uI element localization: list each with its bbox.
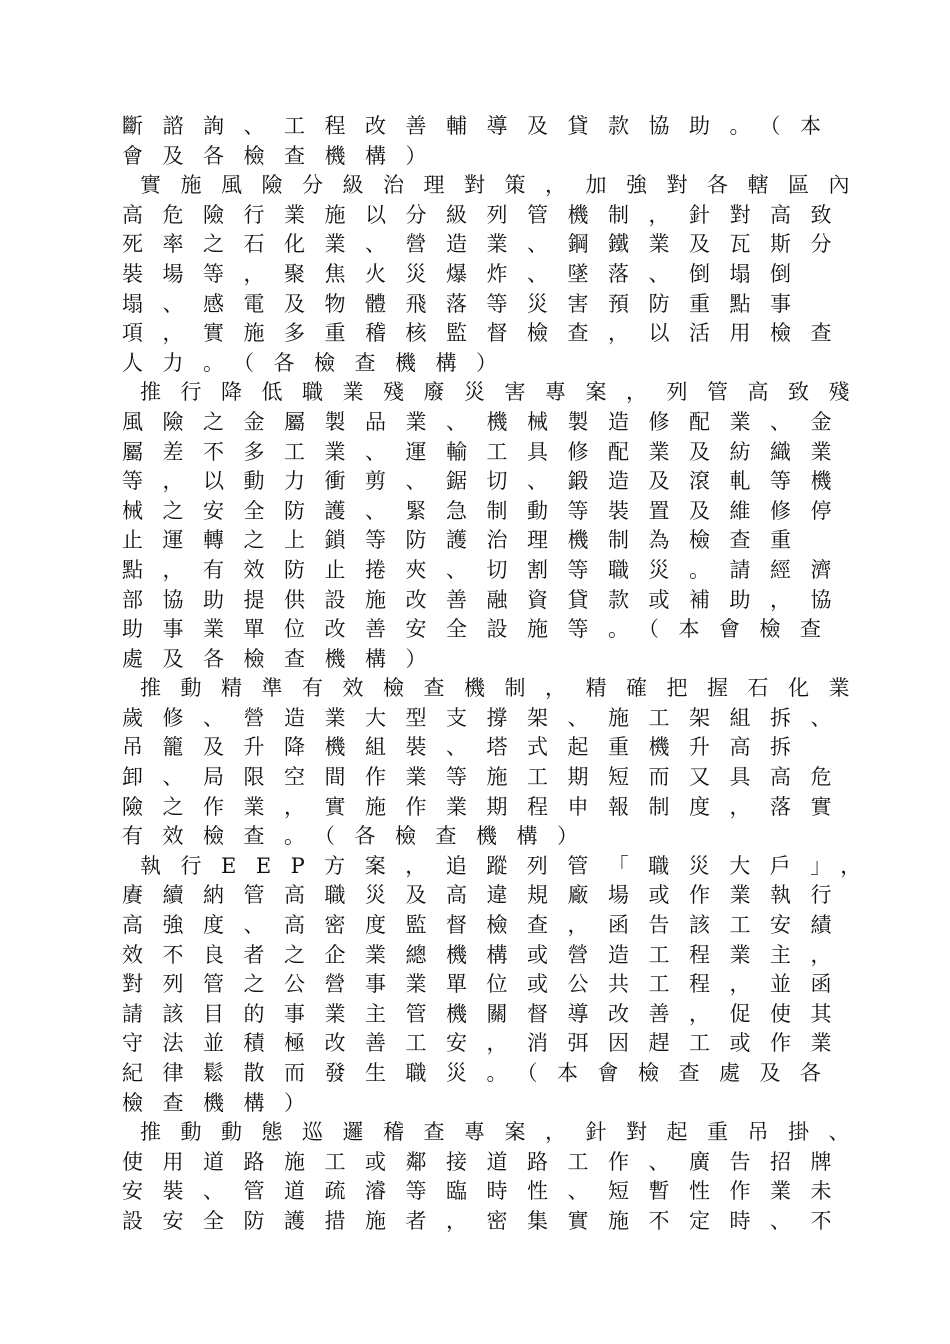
- text-line: 檢查機構）: [122, 1090, 325, 1115]
- text-line: 賡續納管高職災及高違規廠場或作業執行: [122, 883, 851, 908]
- text-line: 執行EEP方案，追蹤列管「職災大戶」，: [140, 853, 881, 878]
- text-line: 塌、感電及物體飛落等災害預防重點事: [122, 291, 811, 316]
- text-line: 歲修、營造業大型支撐架、施工架組拆、: [122, 705, 851, 730]
- text-line: 請該目的事業主管機關督導改善，促使其: [122, 1001, 851, 1026]
- text-line: 風險之金屬製品業、機械製造修配業、金: [122, 409, 851, 434]
- text-line: 械之安全防護、緊急制動等裝置及維修停: [122, 498, 851, 523]
- text-line: 推行降低職業殘廢災害專案，列管高致殘: [140, 380, 869, 405]
- text-line: 使用道路施工或鄰接道路工作、廣告招牌: [122, 1149, 851, 1174]
- text-line: 高危險行業施以分級列管機制，針對高致: [122, 202, 851, 227]
- text-line: 會及各檢查機構）: [122, 143, 446, 168]
- text-line: 推動動態巡邏稽查專案，針對起重吊掛、: [140, 1120, 869, 1145]
- text-line: 處及各檢查機構）: [122, 646, 446, 671]
- text-line: 屬差不多工業、運輸工具修配業及紡織業: [122, 439, 851, 464]
- text-line: 險之作業，實施作業期程申報制度，落實: [122, 794, 851, 819]
- text-line: 吊籠及升降機組裝、塔式起重機升高拆: [122, 735, 811, 760]
- text-line: 助事業單位改善安全設施等。（本會檢查: [122, 617, 841, 642]
- text-line: 止運轉之上鎖等防護治理機制為檢查重: [122, 528, 811, 553]
- text-line: 點，有效防止捲夾、切割等職災。請經濟: [122, 557, 851, 582]
- text-line: 有效檢查。（各檢查機構）: [122, 824, 598, 849]
- text-line: 等，以動力衝剪、鋸切、鍛造及滾軋等機: [122, 469, 851, 494]
- text-line: 人力。（各檢查機構）: [122, 350, 517, 375]
- text-line: 設安全防護措施者，密集實施不定時、不: [122, 1208, 851, 1233]
- text-line: 守法並積極改善工安，消弭因趕工或作業: [122, 1031, 851, 1056]
- text-line: 部協助提供設施改善融資貸款或補助，協: [122, 587, 851, 612]
- text-line: 推動精準有效檢查機制，精確把握石化業: [140, 676, 869, 701]
- text-line: 項，實施多重稽核監督檢查，以活用檢查: [122, 321, 851, 346]
- text-line: 卸、局限空間作業等施工期短而又具高危: [122, 765, 851, 790]
- text-line: 效不良者之企業總機構或營造工程業主，: [122, 942, 851, 967]
- text-line: 紀律鬆散而發生職災。（本會檢查處及各: [122, 1061, 841, 1085]
- text-line: 裝場等，聚焦火災爆炸、墜落、倒塌倒: [122, 261, 811, 286]
- text-line: 安裝、管道疏濬等臨時性、短暫性作業未: [122, 1179, 851, 1204]
- text-line: 對列管之公營事業單位或公共工程，並函: [122, 972, 851, 997]
- text-line: 實施風險分級治理對策，加強對各轄區內: [140, 173, 869, 198]
- text-line: 死率之石化業、營造業、鋼鐵業及瓦斯分: [122, 232, 851, 257]
- text-line: 高強度、高密度監督檢查，函告該工安績: [122, 913, 851, 938]
- text-line: 斷諮詢、工程改善輔導及貸款協助。（本: [122, 114, 841, 138]
- document-page: [122, 112, 881, 1237]
- document-body: [122, 112, 881, 1237]
